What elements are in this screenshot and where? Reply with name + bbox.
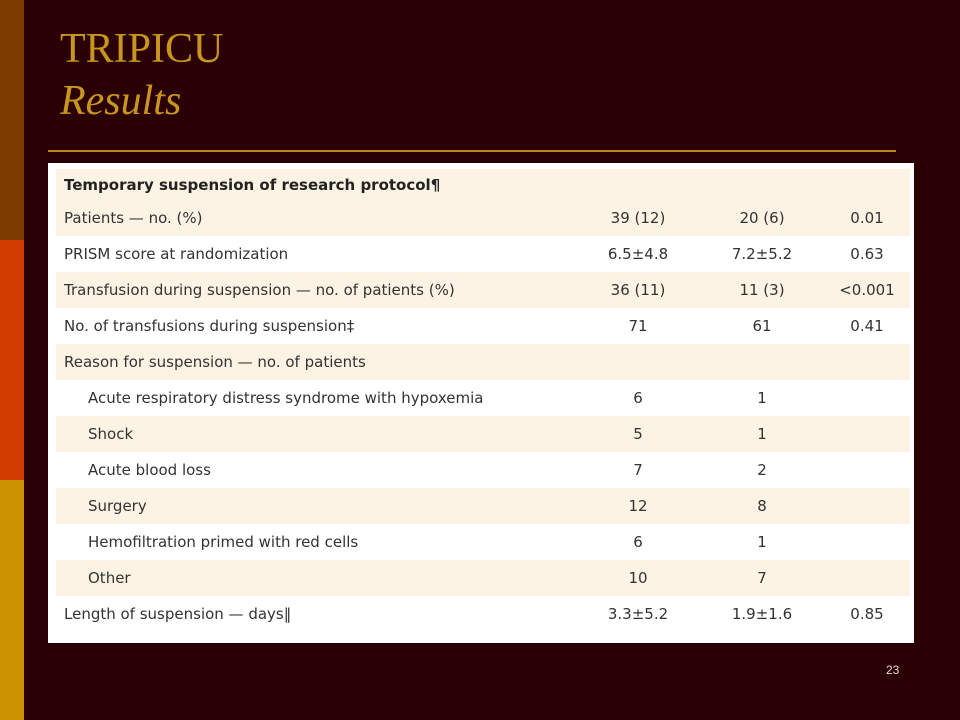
row-value-group-2: 1 bbox=[700, 524, 824, 560]
table-header-row bbox=[56, 169, 910, 200]
row-value-group-2: 11 (3) bbox=[700, 272, 824, 308]
row-value-group-2: 61 bbox=[700, 308, 824, 344]
row-label: Shock bbox=[56, 416, 576, 452]
row-p-value bbox=[824, 416, 910, 452]
accent-strip-bottom bbox=[0, 480, 24, 720]
row-label: Length of suspension — days‖ bbox=[56, 596, 576, 632]
table-row bbox=[56, 560, 910, 596]
table-row bbox=[56, 380, 910, 416]
row-value-group-1: 36 (11) bbox=[576, 272, 700, 308]
row-value-group-1: 12 bbox=[576, 488, 700, 524]
row-value-group-1: 3.3±5.2 bbox=[576, 596, 700, 632]
row-value-group-2: 2 bbox=[700, 452, 824, 488]
row-p-value bbox=[824, 524, 910, 560]
row-p-value: 0.41 bbox=[824, 308, 910, 344]
row-value-group-2: 20 (6) bbox=[700, 200, 824, 236]
page-number: 23 bbox=[886, 663, 900, 677]
slide-title bbox=[60, 28, 223, 122]
row-value-group-2: 1.9±1.6 bbox=[700, 596, 824, 632]
title-divider bbox=[48, 150, 896, 152]
row-value-group-2: 1 bbox=[700, 416, 824, 452]
row-label: Hemofiltration primed with red cells bbox=[56, 524, 576, 560]
row-value-group-2 bbox=[700, 344, 824, 380]
row-p-value bbox=[824, 488, 910, 524]
table-row bbox=[56, 416, 910, 452]
row-value-group-2: 7.2±5.2 bbox=[700, 236, 824, 272]
row-label: Surgery bbox=[56, 488, 576, 524]
row-p-value: 0.85 bbox=[824, 596, 910, 632]
row-value-group-2: 7 bbox=[700, 560, 824, 596]
table-row bbox=[56, 236, 910, 272]
accent-strip-middle bbox=[0, 240, 24, 480]
row-label: Acute blood loss bbox=[56, 452, 576, 488]
row-p-value bbox=[824, 560, 910, 596]
row-p-value: <0.001 bbox=[824, 272, 910, 308]
row-value-group-2: 8 bbox=[700, 488, 824, 524]
row-label: PRISM score at randomization bbox=[56, 236, 576, 272]
row-label: Transfusion during suspension — no. of patients (%) bbox=[56, 272, 576, 308]
table-header-label: Temporary suspension of research protocol¶ bbox=[56, 169, 910, 200]
table-row bbox=[56, 308, 910, 344]
row-p-value bbox=[824, 380, 910, 416]
table-row bbox=[56, 272, 910, 308]
table-row bbox=[56, 596, 910, 632]
accent-strip-top bbox=[0, 0, 24, 240]
row-value-group-1: 5 bbox=[576, 416, 700, 452]
row-value-group-1: 7 bbox=[576, 452, 700, 488]
slide-title-text: TRIPICU bbox=[60, 26, 224, 72]
row-value-group-1: 6 bbox=[576, 524, 700, 560]
row-label: No. of transfusions during suspension‡ bbox=[56, 308, 576, 344]
table-row bbox=[56, 524, 910, 560]
row-label: Acute respiratory distress syndrome with hypoxemia bbox=[56, 380, 576, 416]
row-value-group-2: 1 bbox=[700, 380, 824, 416]
slide-subtitle: Results bbox=[60, 78, 182, 124]
row-value-group-1: 10 bbox=[576, 560, 700, 596]
row-label: Other bbox=[56, 560, 576, 596]
results-table bbox=[56, 169, 910, 632]
row-value-group-1: 6 bbox=[576, 380, 700, 416]
row-value-group-1: 6.5±4.8 bbox=[576, 236, 700, 272]
row-p-value bbox=[824, 344, 910, 380]
table-row bbox=[56, 200, 910, 236]
row-p-value: 0.01 bbox=[824, 200, 910, 236]
table-row bbox=[56, 344, 910, 380]
row-p-value: 0.63 bbox=[824, 236, 910, 272]
row-label: Patients — no. (%) bbox=[56, 200, 576, 236]
results-table-panel bbox=[48, 163, 914, 643]
row-label: Reason for suspension — no. of patients bbox=[56, 344, 576, 380]
row-value-group-1 bbox=[576, 344, 700, 380]
row-value-group-1: 39 (12) bbox=[576, 200, 700, 236]
table-row bbox=[56, 452, 910, 488]
table-row bbox=[56, 488, 910, 524]
row-value-group-1: 71 bbox=[576, 308, 700, 344]
row-p-value bbox=[824, 452, 910, 488]
